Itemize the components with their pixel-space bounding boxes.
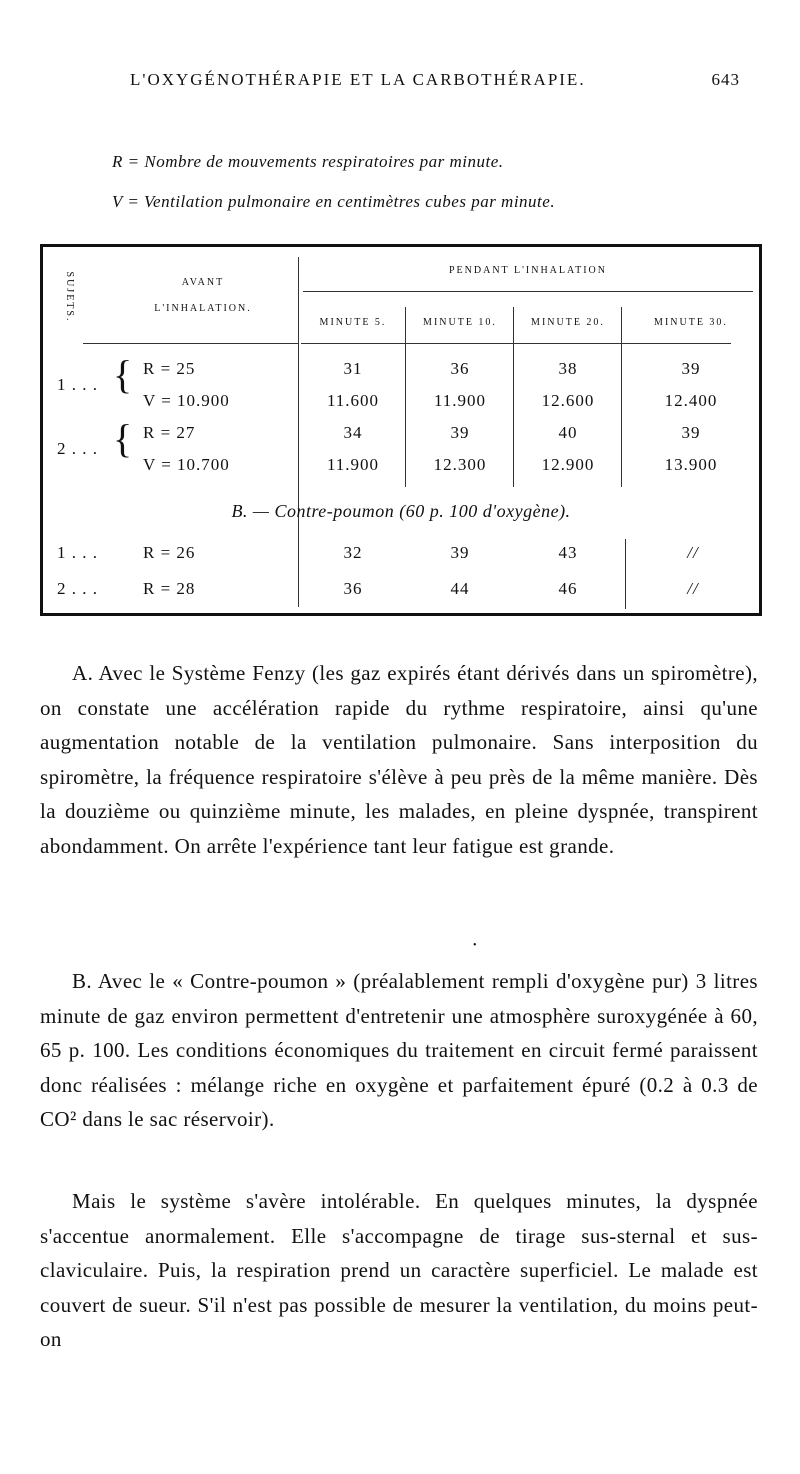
avant-header-1: AVANT <box>181 277 225 288</box>
avant-r-2: R = 27 <box>143 423 196 442</box>
b2-m5: 36 <box>343 579 363 598</box>
r1-m30: 39 <box>681 359 701 378</box>
data-table <box>40 244 762 616</box>
b-avant-r-2: R = 28 <box>143 579 196 598</box>
page-number: 643 <box>711 70 740 89</box>
b-sujet-1: 1 . . . <box>57 543 98 562</box>
b-avant-r-1: R = 26 <box>143 543 196 562</box>
v1-m20: 12.600 <box>541 391 595 410</box>
v2-m20: 12.900 <box>541 455 595 474</box>
section-b-title: B. — Contre-poumon (60 p. 100 d'oxygène). <box>231 501 571 521</box>
avant-r-1: R = 25 <box>143 359 196 378</box>
b1-m10: 39 <box>450 543 470 562</box>
paragraph-a: A. Avec le Système Fenzy (les gaz expirés étant dérivés dans un spiromètre), on constate une accélération rapide du rythme respiratoire, ainsi qu'une augmentation notable de la ventilation pulmonaire. Sans interposition du spiromètre, la fréquence respiratoire s'élève à peu près de la même manière. Dès la douzième ou quinzième minute, les malades, en pleine dyspnée, transpirent abondamment. On arrête l'expérience tant leur fatigue est grande. <box>40 661 758 858</box>
b-sujet-2: 2 . . . <box>57 579 98 598</box>
rule-v-2 <box>513 307 514 487</box>
v2-m5: 11.900 <box>326 455 380 474</box>
legend-r: R = Nombre de mouvements respiratoires par minute. <box>112 152 504 171</box>
avant-header-2: L'INHALATION. <box>154 303 252 314</box>
sujet-2: 2 . . . <box>57 439 98 458</box>
rule-h-avant <box>83 343 298 344</box>
minute-header-20: MINUTE 20. <box>531 317 605 328</box>
b1-m5: 32 <box>343 543 363 562</box>
minute-header-5: MINUTE 5. <box>319 317 387 328</box>
b2-m10: 44 <box>450 579 470 598</box>
v2-m30: 13.900 <box>664 455 718 474</box>
ornament-dot: • <box>473 940 477 951</box>
avant-v-1: V = 10.900 <box>143 391 230 410</box>
minute-header-10: MINUTE 10. <box>423 317 497 328</box>
running-header <box>130 70 740 90</box>
avant-v-2: V = 10.700 <box>143 455 230 474</box>
v1-m10: 11.900 <box>433 391 487 410</box>
rule-v-main <box>298 257 299 607</box>
b2-m20: 46 <box>558 579 578 598</box>
v2-m10: 12.300 <box>433 455 487 474</box>
r1-m10: 36 <box>450 359 470 378</box>
b1-m20: 43 <box>558 543 578 562</box>
r2-m10: 39 <box>450 423 470 442</box>
minute-header-30: MINUTE 30. <box>654 317 728 328</box>
v1-m5: 11.600 <box>326 391 380 410</box>
brace-2: { <box>113 416 133 461</box>
rule-v-b <box>625 539 626 609</box>
paragraph-a-block <box>40 656 758 864</box>
running-title: L'OXYGÉNOTHÉRAPIE ET LA CARBOTHÉRAPIE. <box>130 70 586 89</box>
sujet-1: 1 . . . <box>57 375 98 394</box>
paragraph-b-block <box>40 964 758 1137</box>
legend-v: V = Ventilation pulmonaire en centimètres cubes par minute. <box>112 192 556 211</box>
r1-m5: 31 <box>343 359 363 378</box>
paragraph-c-block <box>40 1184 758 1357</box>
v1-m30: 12.400 <box>664 391 718 410</box>
paragraph-b: B. Avec le « Contre-poumon » (préalablement rempli d'oxygène pur) 3 litres minute de gaz environ permettent d'entretenir une atmosphère suroxygénée à 60, 65 p. 100. Les conditions économiques du traitement en circuit fermé paraissent donc réalisées : mélange riche en oxygène et parfaitement épuré (0.2 à 0.3 de CO² dans le sac réservoir). <box>40 969 758 1132</box>
paragraph-c: Mais le système s'avère intolérable. En quelques minutes, la dyspnée s'accentue anormalement. Elle s'accompagne de tirage sus-sternal et sus-claviculaire. Puis, la respiration prend un caractère superficiel. Le malade est couvert de sueur. S'il n'est pas possible de mesurer la ventilation, du moins peut-on <box>40 1189 758 1352</box>
r1-m20: 38 <box>558 359 578 378</box>
rule-h-minutes <box>301 343 731 344</box>
b2-m30: // <box>687 579 699 598</box>
r2-m20: 40 <box>558 423 578 442</box>
rule-h-pendant <box>303 291 753 292</box>
rule-v-3 <box>621 307 622 487</box>
pendant-header: PENDANT L'INHALATION <box>449 265 607 276</box>
b1-m30: // <box>687 543 699 562</box>
r2-m5: 34 <box>343 423 363 442</box>
rule-v-1 <box>405 307 406 487</box>
sujets-header: SUJETS. <box>64 271 75 323</box>
brace-1: { <box>113 352 133 397</box>
r2-m30: 39 <box>681 423 701 442</box>
